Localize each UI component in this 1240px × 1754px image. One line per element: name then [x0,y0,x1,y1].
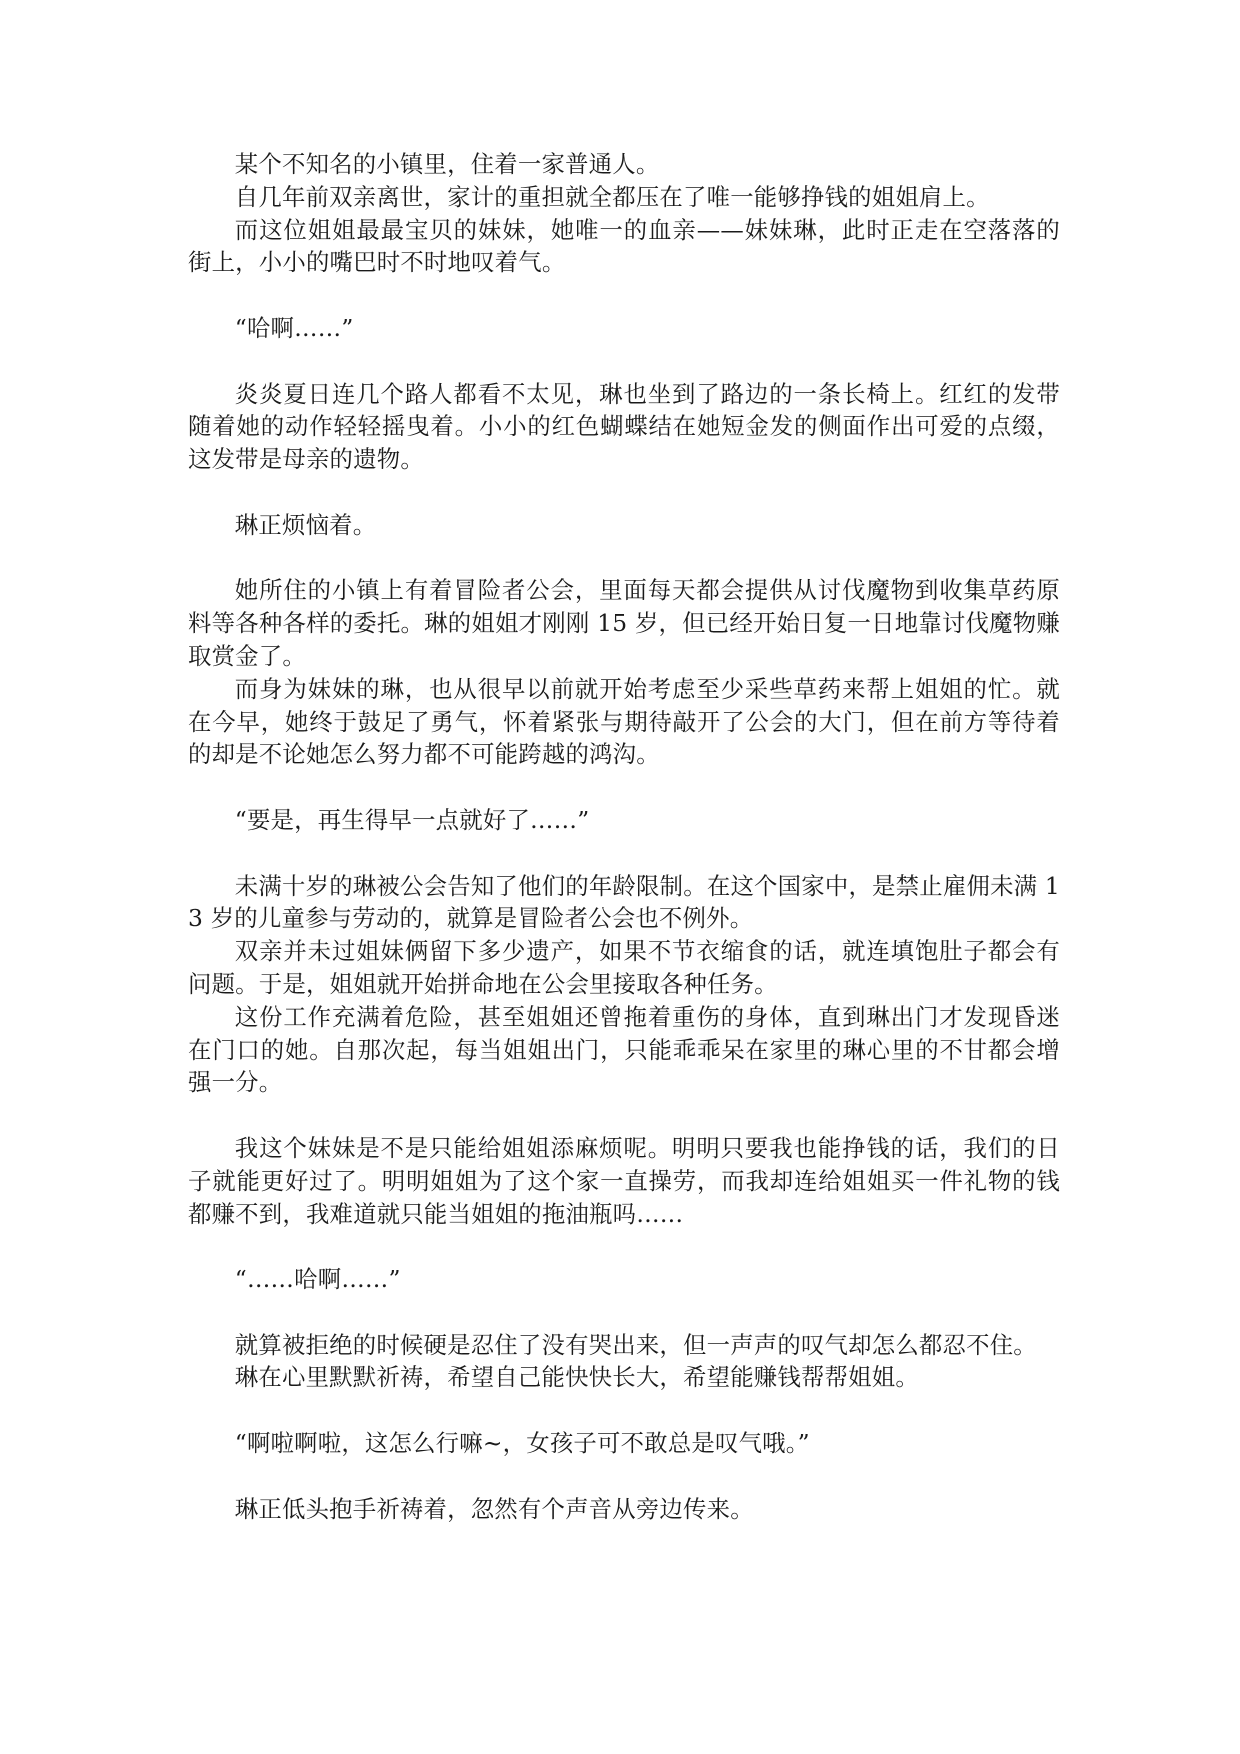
dialogue-line: “要是，再生得早一点就好了……” [234,805,590,834]
paragraph: 而这位姐姐最最宝贝的妹妹，她唯一的血亲——妹妹琳，此时正走在空落落的街上，小小的嘴巴时不时地叹着气。 [188,215,1060,277]
paragraph: 琳正烦恼着。 [234,510,377,539]
paragraph: 双亲并未过姐妹俩留下多少遗产，如果不节衣缩食的话，就连填饱肚子都会有问题。于是，姐姐就开始拼命地在公会里接取各种任务。 [188,937,1060,998]
paragraph-gap [188,542,1060,575]
paragraph: 我这个妹妹是不是只能给姐姐添麻烦呢。明明只要我也能挣钱的话，我们的日子就能更好过了。明明姐姐为了这个家一直操劳，而我却连给姐姐买一件礼物的钱都赚不到，我难道就只能当姐姐的拖油瓶吗…… [188,1133,1060,1228]
dialogue-line: “哈啊……” [234,313,354,342]
paragraph-gap [188,771,1060,804]
paragraph: 就算被拒绝的时候硬是忍住了没有哭出来，但一声声的叹气却怎么都忍不住。 [234,1330,1037,1359]
paragraph-gap [188,345,1060,378]
paragraph: 她所住的小镇上有着冒险者公会，里面每天都会提供从讨伐魔物到收集草药原料等各种各样的委托。琳的姐姐才刚刚 15 岁，但已经开始日复一日地靠讨伐魔物赚取赏金了。 [188,576,1060,670]
paragraph: 琳正低头抱手祈祷着，忽然有个声音从旁边传来。 [234,1494,754,1523]
paragraph-gap [188,1099,1060,1132]
dialogue-line: “啊啦啊啦，这怎么行嘛~，女孩子可不敢总是叹气哦。” [234,1429,810,1458]
paragraph-gap [188,837,1060,870]
paragraph-gap [188,1394,1060,1427]
paragraph-gap [188,1460,1060,1493]
body-text [188,148,1060,1525]
paragraph-gap [188,476,1060,509]
paragraph: 琳在心里默默祈祷，希望自己能快快长大，希望能赚钱帮帮姐姐。 [234,1363,919,1392]
paragraph-gap [188,279,1060,312]
paragraph: 这份工作充满着危险，甚至姐姐还曾拖着重伤的身体，直到琳出门才发现昏迷在门口的她。自那次起，每当姐姐出门，只能乖乖呆在家里的琳心里的不甘都会增强一分。 [188,1002,1060,1097]
paragraph: 自几年前双亲离世，家计的重担就全都压在了唯一能够挣钱的姐姐肩上。 [234,182,990,211]
paragraph-gap [188,1296,1060,1329]
dialogue-line: “……哈啊……” [234,1265,401,1294]
paragraph: 未满十岁的琳被公会告知了他们的年龄限制。在这个国家中，是禁止雇佣未满 13 岁的儿童参与劳动的，就算是冒险者公会也不例外。 [188,871,1060,933]
paragraph-gap [188,1230,1060,1263]
paragraph: 炎炎夏日连几个路人都看不太见，琳也坐到了路边的一条长椅上。红红的发带随着她的动作轻轻摇曳着。小小的红色蝴蝶结在她短金发的侧面作出可爱的点缀，这发带是母亲的遗物。 [188,379,1060,474]
paragraph: 某个不知名的小镇里，住着一家普通人。 [234,150,660,178]
paragraph: 而身为妹妹的琳，也从很早以前就开始考虑至少采些草药来帮上姐姐的忙。就在今早，她终于鼓足了勇气，怀着紧张与期待敲开了公会的大门，但在前方等待着的却是不论她怎么努力都不可能跨越的鸿沟。 [188,674,1060,769]
